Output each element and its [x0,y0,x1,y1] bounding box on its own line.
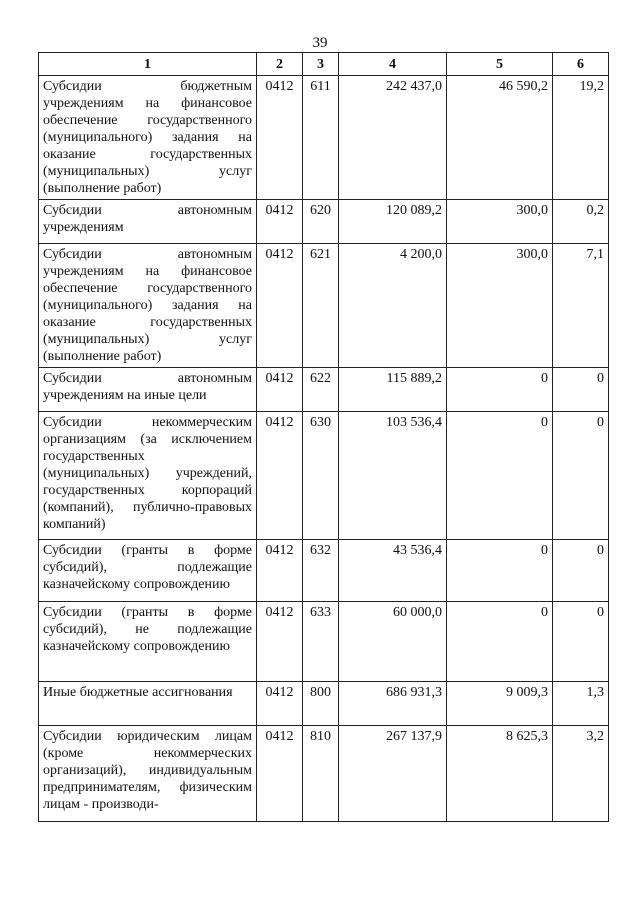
amount-cell: 43 536,4 [339,540,447,602]
amount-cell: 8 625,3 [447,726,553,822]
row-description: Субсидии (гранты в форме субсидий), не подлежащие казначейскому сопровождению [39,602,257,682]
amount-cell: 4 200,0 [339,244,447,368]
row-description: Субсидии некоммерческим организациям (за исключением государственных (муниципальных) учреждений, государственных корпораций (компаний), публично-правовых компаний) [39,412,257,540]
row-description: Субсидии бюджетным учреждениям на финансовое обеспечение государственного (муниципального) задания на оказание государственных (муниципальных) услуг (выполнение работ) [39,76,257,200]
column-header: 5 [447,53,553,76]
column-header: 4 [339,53,447,76]
row-description: Субсидии автономным учреждениям на иные цели [39,368,257,412]
table-row [39,368,609,412]
amount-cell: 0 [447,540,553,602]
section-code: 0412 [257,726,303,822]
percent-cell: 0,2 [553,200,609,244]
amount-cell: 46 590,2 [447,76,553,200]
amount-cell: 9 009,3 [447,682,553,726]
column-header: 3 [303,53,339,76]
table-row [39,540,609,602]
amount-cell: 686 931,3 [339,682,447,726]
section-code: 0412 [257,602,303,682]
percent-cell: 7,1 [553,244,609,368]
percent-cell: 19,2 [553,76,609,200]
table-row [39,682,609,726]
row-description: Субсидии автономным учреждениям на финансовое обеспечение государственного (муниципального) задания на оказание государственных (муниципальных) услуг (выполнение работ) [39,244,257,368]
amount-cell: 103 536,4 [339,412,447,540]
table-header-row [39,53,609,76]
amount-cell: 0 [447,412,553,540]
section-code: 0412 [257,682,303,726]
table-row [39,244,609,368]
amount-cell: 300,0 [447,200,553,244]
amount-cell: 60 000,0 [339,602,447,682]
percent-cell: 0 [553,368,609,412]
expense-type-code: 620 [303,200,339,244]
section-code: 0412 [257,368,303,412]
budget-table [38,52,609,822]
row-description: Субсидии автономным учреждениям [39,200,257,244]
section-code: 0412 [257,244,303,368]
expense-type-code: 621 [303,244,339,368]
amount-cell: 120 089,2 [339,200,447,244]
expense-type-code: 611 [303,76,339,200]
section-code: 0412 [257,76,303,200]
percent-cell: 0 [553,602,609,682]
row-description: Иные бюджетные ассигнования [39,682,257,726]
expense-type-code: 810 [303,726,339,822]
percent-cell: 0 [553,540,609,602]
column-header: 1 [39,53,257,76]
section-code: 0412 [257,200,303,244]
column-header: 6 [553,53,609,76]
percent-cell: 3,2 [553,726,609,822]
page-number: 39 [312,35,328,51]
table-row [39,412,609,540]
amount-cell: 300,0 [447,244,553,368]
percent-cell: 0 [553,412,609,540]
expense-type-code: 632 [303,540,339,602]
row-description: Субсидии юридическим лицам (кроме некоммерческих организаций), индивидуальным предпринимателям, физическим лицам - производи- [39,726,257,822]
table-row [39,726,609,822]
amount-cell: 242 437,0 [339,76,447,200]
amount-cell: 115 889,2 [339,368,447,412]
amount-cell: 267 137,9 [339,726,447,822]
amount-cell: 0 [447,602,553,682]
expense-type-code: 800 [303,682,339,726]
expense-type-code: 633 [303,602,339,682]
table-row [39,200,609,244]
row-description: Субсидии (гранты в форме субсидий), подлежащие казначейскому сопровождению [39,540,257,602]
percent-cell: 1,3 [553,682,609,726]
section-code: 0412 [257,412,303,540]
table-row [39,76,609,200]
expense-type-code: 630 [303,412,339,540]
amount-cell: 0 [447,368,553,412]
column-header: 2 [257,53,303,76]
table-row [39,602,609,682]
section-code: 0412 [257,540,303,602]
expense-type-code: 622 [303,368,339,412]
